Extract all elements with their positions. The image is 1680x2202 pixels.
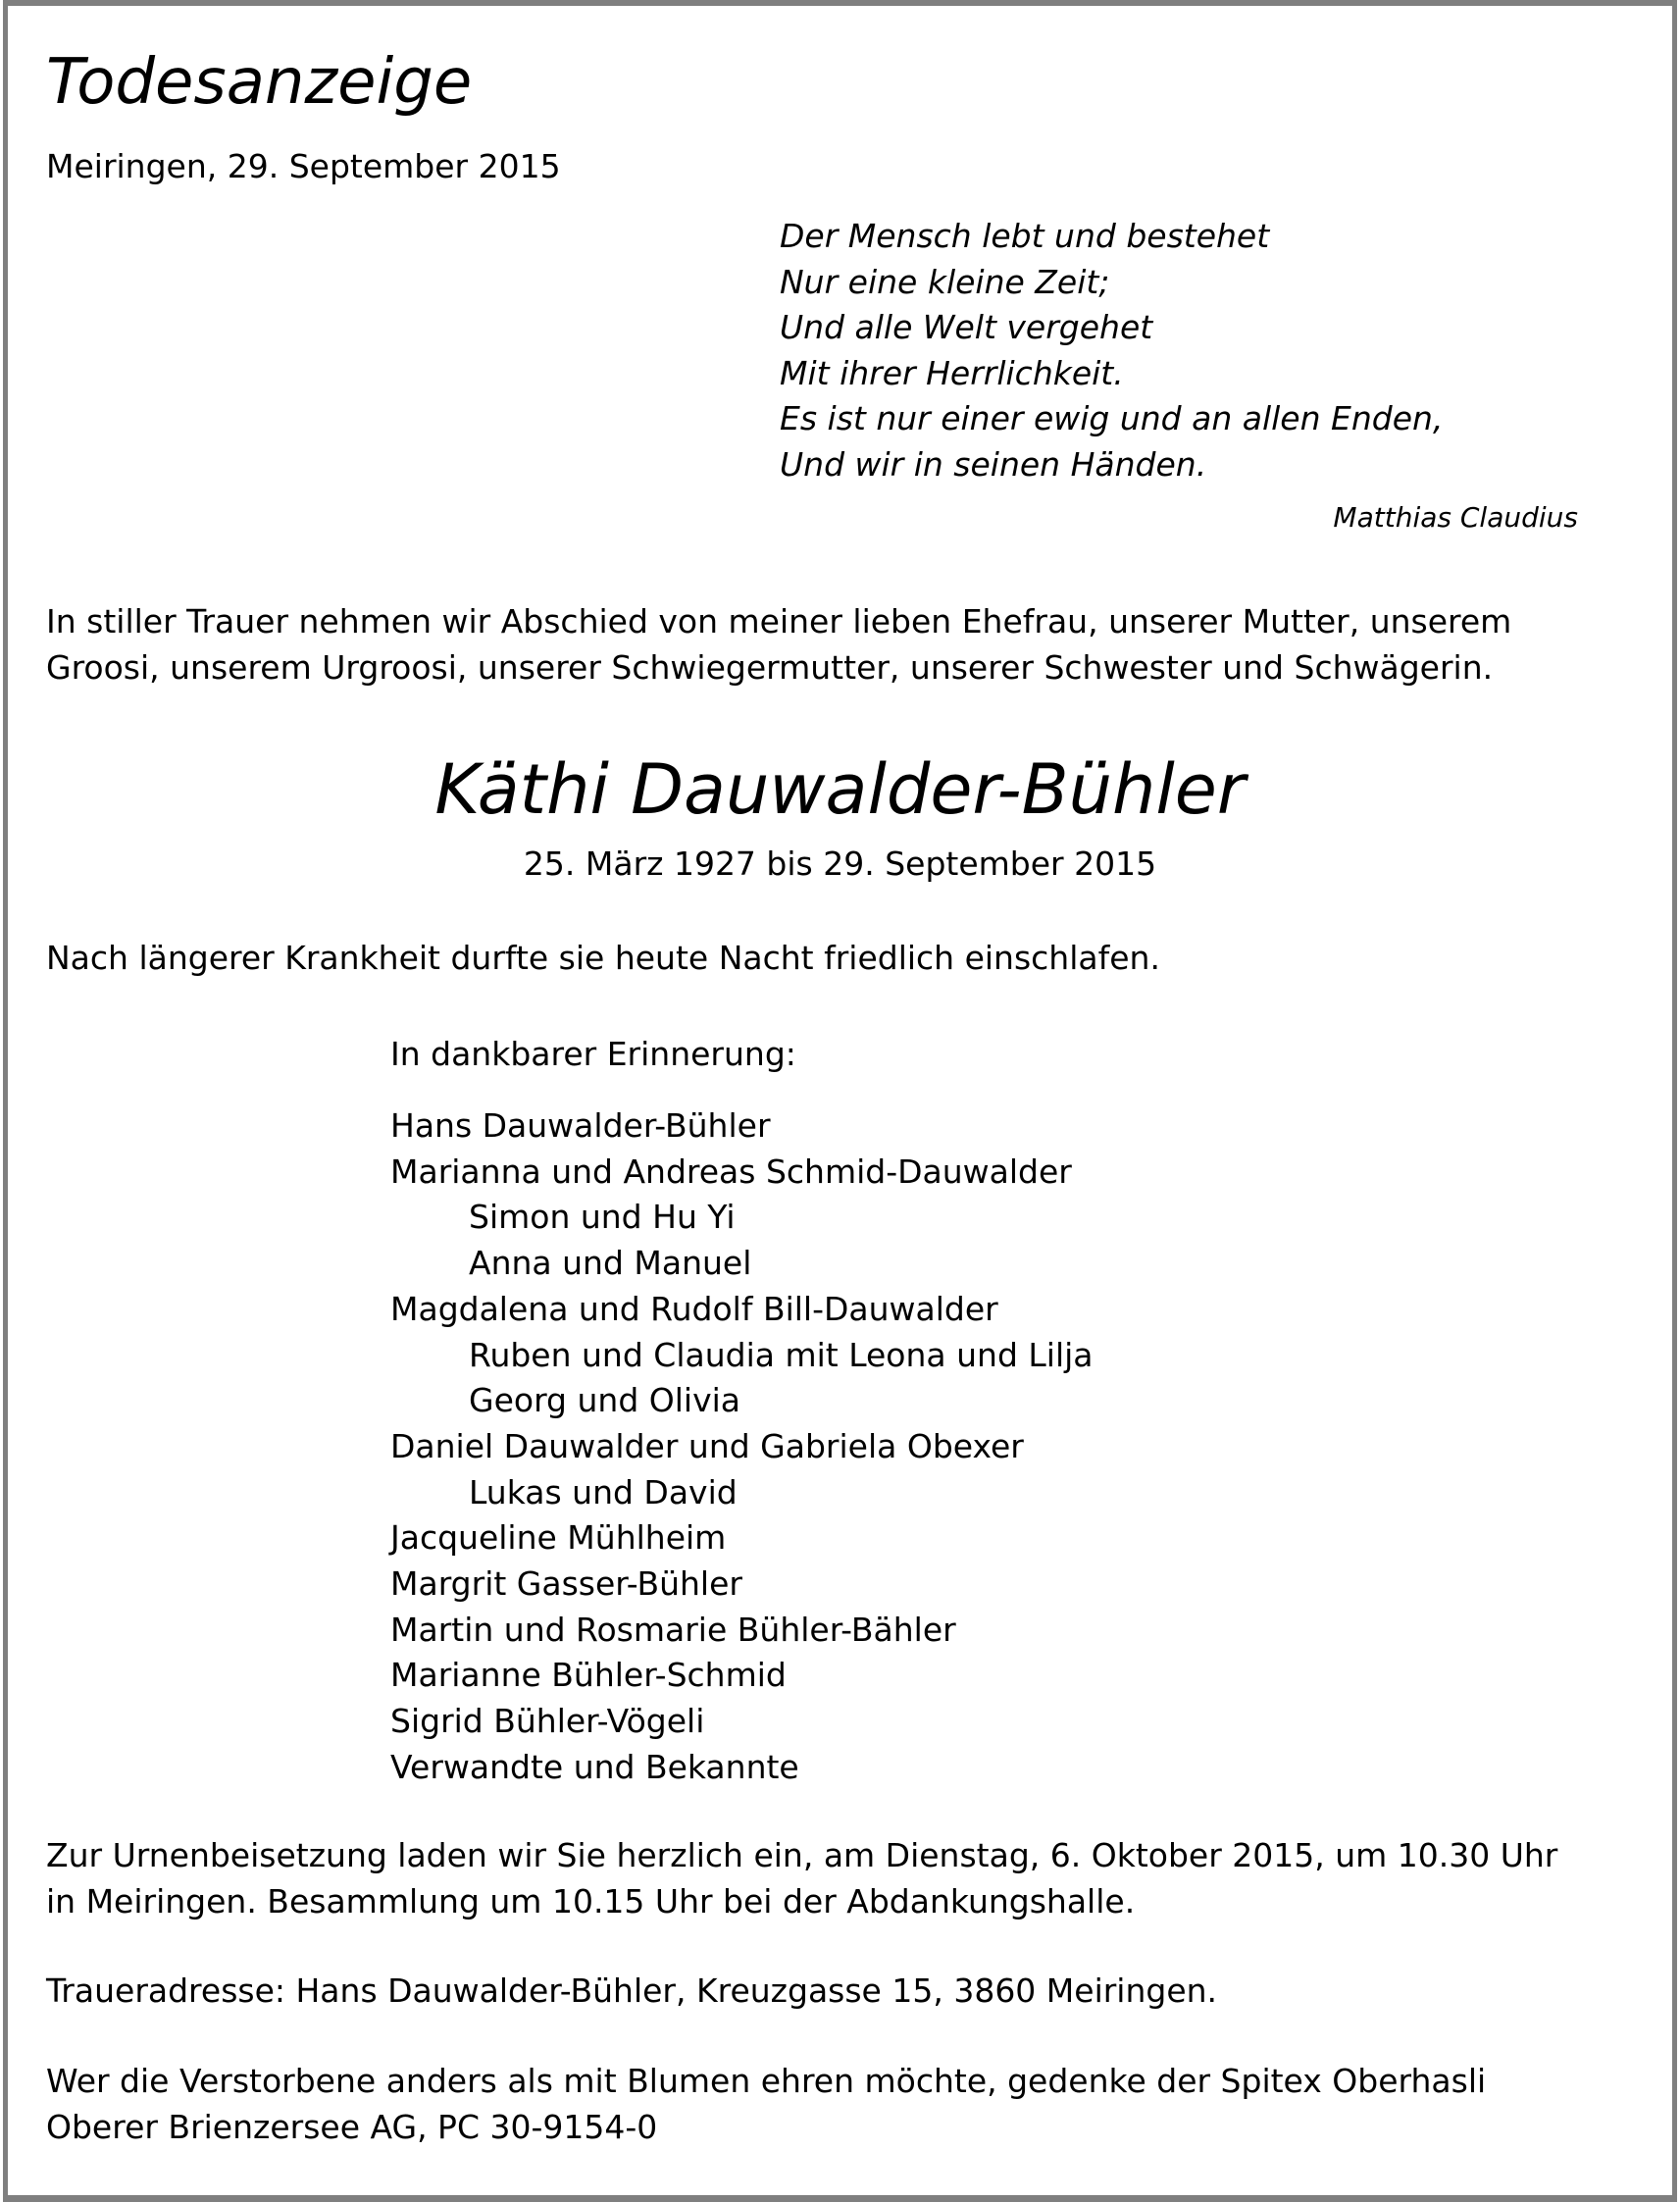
poem-line: Es ist nur einer ewig und an allen Enden, bbox=[780, 399, 1444, 437]
poem-line: Und wir in seinen Händen. bbox=[780, 444, 1207, 484]
poem-author: Matthias Claudius bbox=[1333, 501, 1578, 534]
place-date: Meiringen, 29. September 2015 bbox=[46, 147, 561, 185]
deceased-name: Käthi Dauwalder-Bühler bbox=[434, 749, 1246, 830]
mourner-name: Lukas und David bbox=[469, 1472, 738, 1511]
mourner-name: Marianne Bühler-Schmid bbox=[390, 1656, 787, 1695]
mourner-name: Sigrid Bühler-Vögeli bbox=[390, 1702, 705, 1741]
mourner-name: Daniel Dauwalder und Gabriela Obexer bbox=[390, 1426, 1024, 1465]
intro-line: In stiller Trauer nehmen wir Abschied von meiner lieben Ehefrau, unserer Mutter, unserem bbox=[46, 602, 1512, 640]
mourners-list bbox=[390, 1103, 1094, 1791]
mourner-name: Anna und Manuel bbox=[469, 1244, 752, 1283]
mourners-heading: In dankbarer Erinnerung: bbox=[390, 1035, 796, 1073]
mourning-address: Traueradresse: Hans Dauwalder-Bühler, Kreuzgasse 15, 3860 Meiringen. bbox=[46, 1972, 1218, 2010]
mourner-name: Ruben und Claudia mit Leona und Lilja bbox=[469, 1335, 1094, 1374]
donation-line: Oberer Brienzersee AG, PC 30-9154-0 bbox=[46, 2108, 658, 2146]
donation-line: Wer die Verstorbene anders als mit Blumen ehren möchte, gedenke der Spitex Oberhasli bbox=[46, 2062, 1487, 2100]
poem bbox=[780, 214, 1443, 487]
poem-line: Der Mensch lebt und bestehet bbox=[780, 217, 1270, 255]
poem-line: Und alle Welt vergehet bbox=[780, 308, 1153, 346]
passing-note: Nach längerer Krankheit durfte sie heute Nacht friedlich einschlafen. bbox=[46, 939, 1160, 977]
ceremony-line: in Meiringen. Besammlung um 10.15 Uhr bei der Abdankungshalle. bbox=[46, 1882, 1136, 1920]
poem-line: Mit ihrer Herrlichkeit. bbox=[780, 353, 1124, 392]
mourner-name: Hans Dauwalder-Bühler bbox=[390, 1106, 771, 1145]
poem-line: Nur eine kleine Zeit; bbox=[780, 262, 1110, 301]
mourner-name: Margrit Gasser-Bühler bbox=[390, 1564, 742, 1604]
ceremony-line: Zur Urnenbeisetzung laden wir Sie herzlich ein, am Dienstag, 6. Oktober 2015, um 10.30 Uhr bbox=[46, 1836, 1558, 1874]
deceased-dates: 25. März 1927 bis 29. September 2015 bbox=[523, 845, 1157, 883]
mourner-name: Jacqueline Mühlheim bbox=[390, 1518, 727, 1558]
mourner-name: Marianna und Andreas Schmid-Dauwalder bbox=[390, 1152, 1072, 1191]
mourner-name: Magdalena und Rudolf Bill-Dauwalder bbox=[390, 1289, 998, 1328]
mourner-name: Georg und Olivia bbox=[469, 1381, 740, 1420]
mourner-name: Simon und Hu Yi bbox=[469, 1198, 736, 1237]
mourner-name: Verwandte und Bekannte bbox=[390, 1747, 799, 1786]
page-title: Todesanzeige bbox=[46, 46, 473, 119]
mourner-name: Martin und Rosmarie Bühler-Bähler bbox=[390, 1610, 956, 1649]
intro-line: Groosi, unserem Urgroosi, unserer Schwiegermutter, unserer Schwester und Schwägerin. bbox=[46, 648, 1494, 687]
